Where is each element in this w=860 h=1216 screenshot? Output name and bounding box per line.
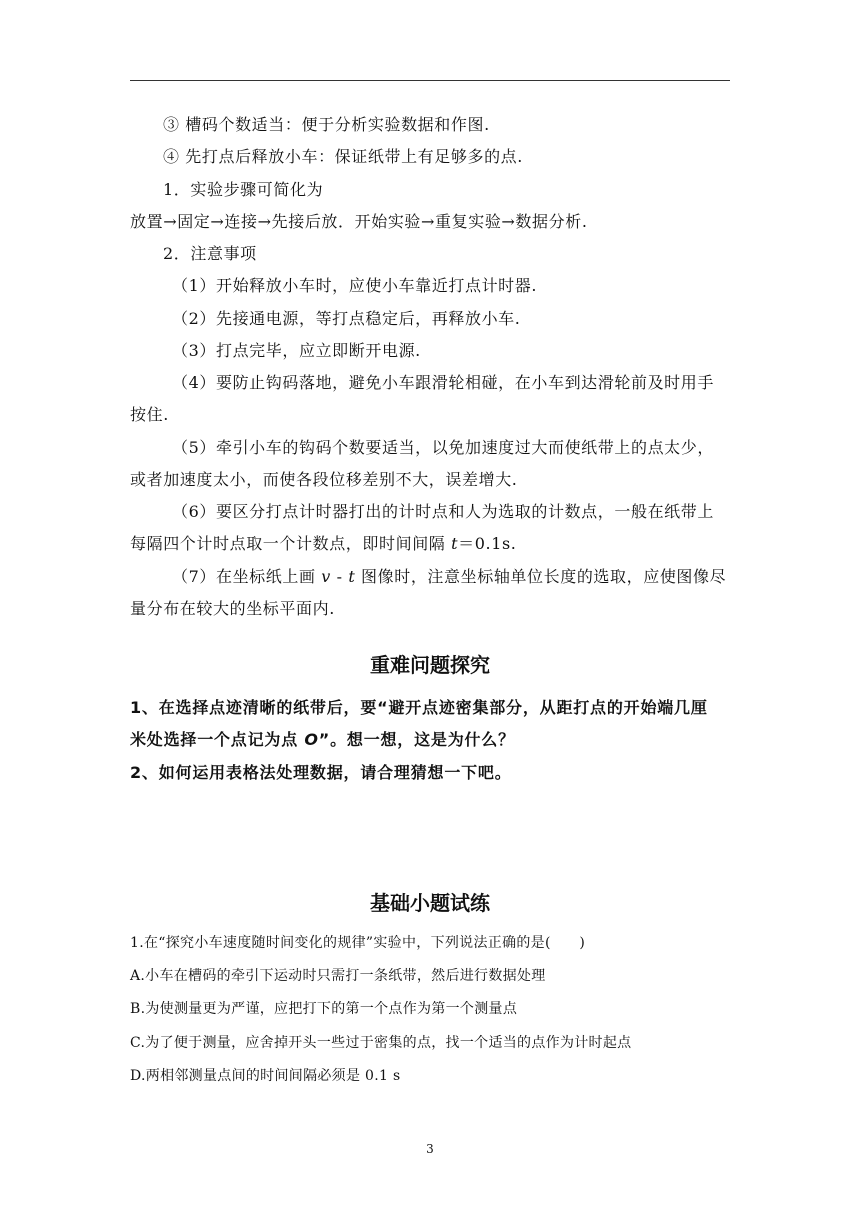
hard-question-1-post: ”。想一想，这是为什么？ bbox=[318, 730, 515, 749]
note-5-line2: 或者加速度太小，而使各段位移差别不大，误差增大. bbox=[130, 470, 518, 489]
var-t: t bbox=[348, 567, 356, 586]
option-c: C.为了便于测量，应舍掉开头一些过于密集的点，找一个适当的点作为计时起点 bbox=[130, 1035, 632, 1051]
heading-basic-practice: 基础小题试练 bbox=[370, 891, 490, 915]
note-3: （3）打点完毕，应立即断开电源. bbox=[172, 341, 421, 360]
exercise-question: 1.在“探究小车速度随时间变化的规律”实验中，下列说法正确的是( ) bbox=[130, 935, 586, 951]
var-O: O bbox=[304, 730, 319, 749]
var-v: v bbox=[321, 567, 331, 586]
note-6-line1: （6）要区分打点计时器打出的计时点和人为选取的计数点，一般在纸带上 bbox=[172, 502, 714, 521]
option-a: A.小车在槽码的牵引下运动时只需打一条纸带，然后进行数据处理 bbox=[130, 968, 546, 984]
note-5-line1: （5）牵引小车的钩码个数要适当，以免加速度过大而使纸带上的点太少， bbox=[172, 438, 714, 457]
note-4-line1: （4）要防止钩码落地，避免小车跟滑轮相碰，在小车到达滑轮前及时用手 bbox=[172, 373, 714, 392]
note-6-line2 bbox=[130, 533, 516, 555]
section-title-steps: 1．实验步骤可简化为 bbox=[163, 180, 324, 199]
note-6-line2-text: 每隔四个计时点取一个计数点，即时间间隔 bbox=[130, 534, 452, 553]
var-t: t bbox=[451, 534, 459, 553]
note-7-line1 bbox=[172, 566, 726, 588]
note-6-line2-value: ＝0.1s. bbox=[458, 534, 517, 553]
hard-question-1-line2 bbox=[130, 729, 515, 751]
note-7-line1-post: 图像时，注意坐标轴单位长度的选取，应使图像尽 bbox=[355, 567, 727, 586]
hard-question-2: 2、如何运用表格法处理数据，请合理猜想一下吧。 bbox=[130, 763, 512, 782]
option-d: D.两相邻测量点间的时间间隔必须是 0.1 s bbox=[130, 1068, 401, 1084]
page-number: 3 bbox=[426, 1142, 434, 1156]
note-item-3: ③ 槽码个数适当：便于分析实验数据和作图. bbox=[163, 115, 490, 134]
dash: - bbox=[330, 567, 349, 586]
note-7-line2: 量分布在较大的坐标平面内. bbox=[130, 599, 335, 618]
note-item-4: ④ 先打点后释放小车：保证纸带上有足够多的点. bbox=[163, 147, 523, 166]
note-4-line2: 按住. bbox=[130, 405, 169, 424]
note-2: （2）先接通电源，等打点稳定后，再释放小车. bbox=[172, 309, 521, 328]
hard-question-1-line1: 1、在选择点迹清晰的纸带后，要“避开点迹密集部分，从距打点的开始端几厘 bbox=[130, 698, 708, 717]
option-b: B.为使测量更为严谨，应把打下的第一个点作为第一个测量点 bbox=[130, 1001, 518, 1017]
steps-flow: 放置→固定→连接→先接后放．开始实验→重复实验→数据分析. bbox=[130, 212, 588, 231]
heading-hard-problems: 重难问题探究 bbox=[370, 653, 490, 677]
note-7-line1-pre: （7）在坐标纸上画 bbox=[172, 567, 322, 586]
note-1: （1）开始释放小车时，应使小车靠近打点计时器. bbox=[172, 276, 538, 295]
section-title-notes: 2．注意事项 bbox=[163, 244, 257, 263]
header-rule bbox=[130, 80, 730, 81]
hard-question-1-pre: 米处选择一个点记为点 bbox=[130, 730, 305, 749]
